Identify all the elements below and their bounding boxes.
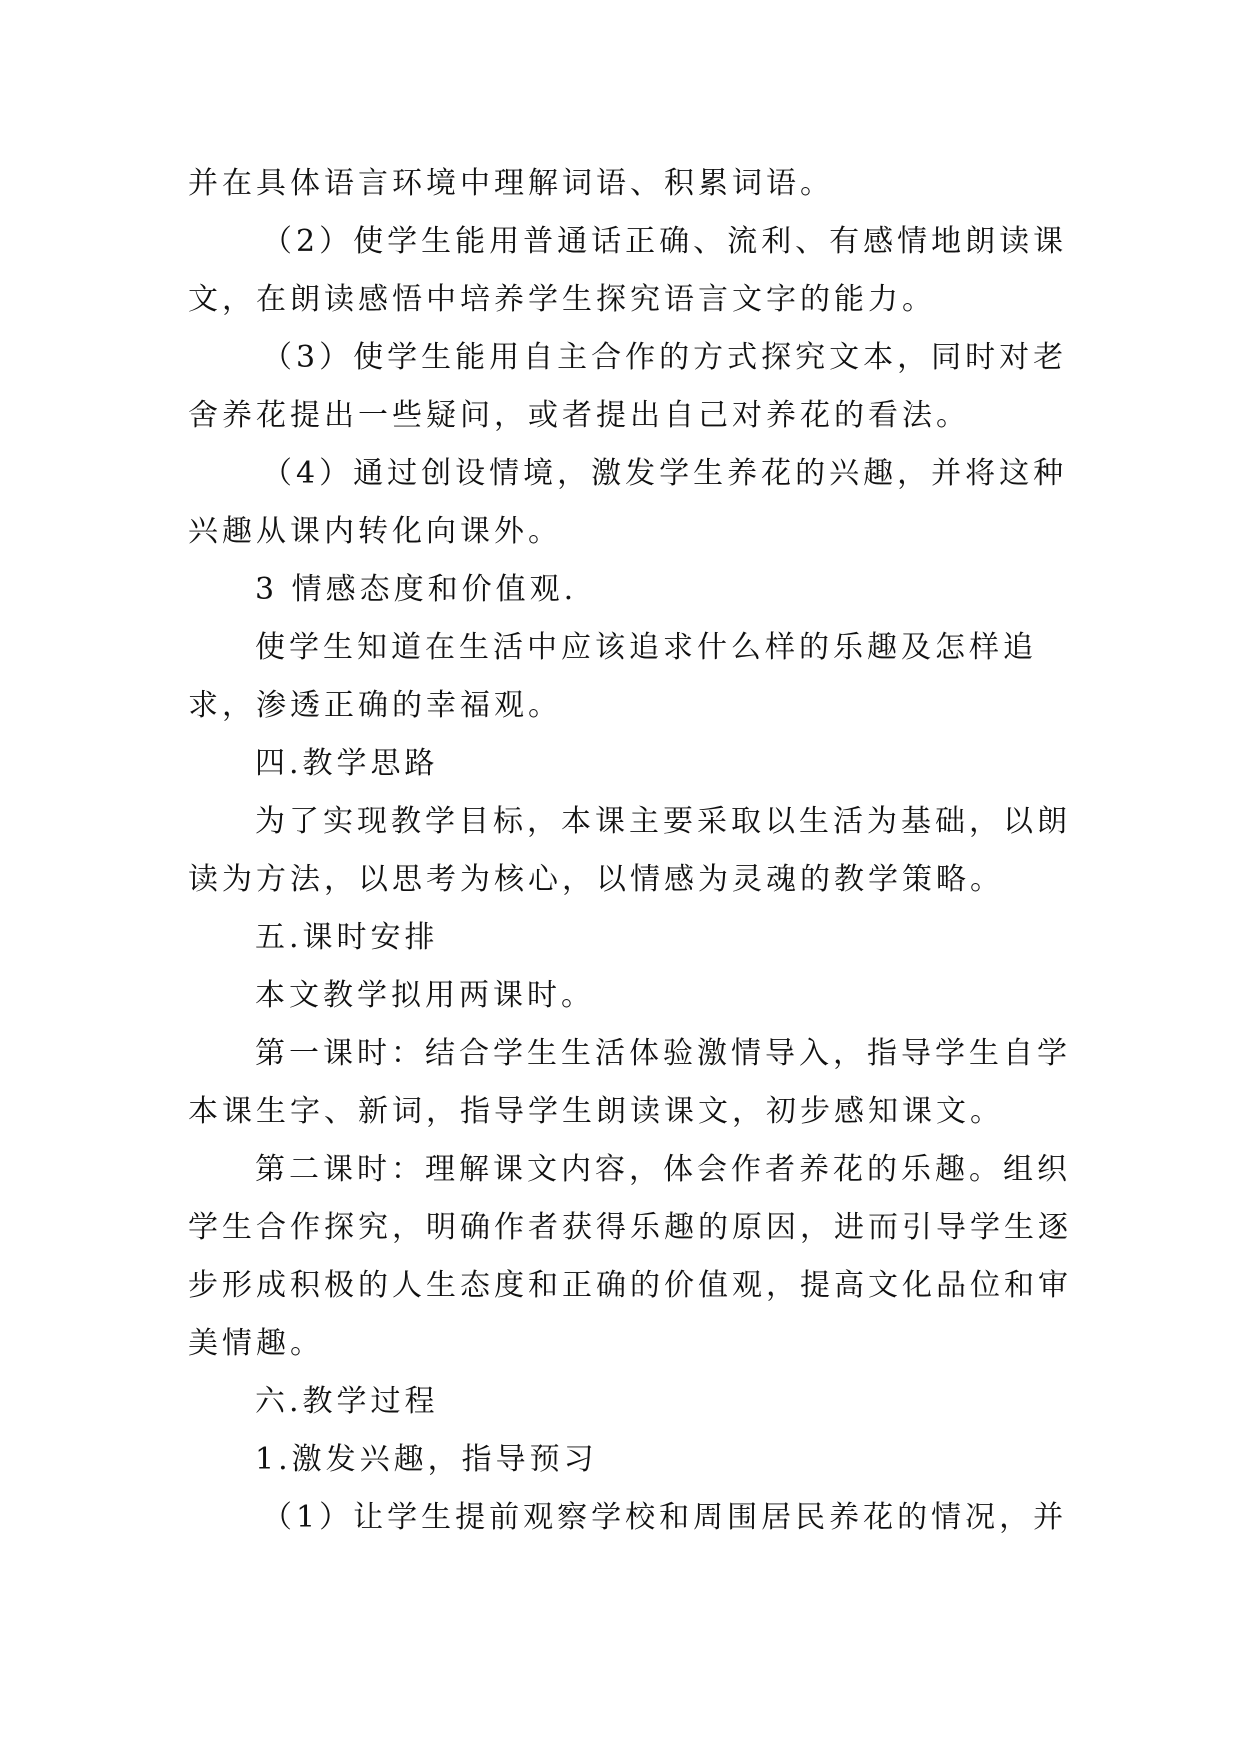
text-line: 使学生知道在生活中应该追求什么样的乐趣及怎样追 bbox=[255, 630, 1037, 665]
text-line: 本课生字、新词，指导学生朗读课文，初步感知课文。 bbox=[188, 1094, 1004, 1129]
subsection-heading: 1.激发兴趣，指导预习 bbox=[255, 1442, 598, 1477]
text-line: 兴趣从课内转化向课外。 bbox=[188, 514, 562, 549]
text-line: 并在具体语言环境中理解词语、积累词语。 bbox=[188, 166, 834, 201]
text-line: 读为方法，以思考为核心，以情感为灵魂的教学策略。 bbox=[188, 862, 1004, 897]
text-line: 文，在朗读感悟中培养学生探究语言文字的能力。 bbox=[188, 282, 936, 317]
section-heading: 3 情感态度和价值观. bbox=[255, 572, 578, 607]
text-line: （2）使学生能用普通话正确、流利、有感情地朗读课 bbox=[262, 224, 1068, 259]
text-line: 本文教学拟用两课时。 bbox=[255, 978, 595, 1013]
text-line: 第二课时：理解课文内容，体会作者养花的乐趣。组织 bbox=[255, 1152, 1071, 1187]
text-line: 步形成积极的人生态度和正确的价值观，提高文化品位和审 bbox=[188, 1268, 1072, 1303]
text-line: 求，渗透正确的幸福观。 bbox=[188, 688, 562, 723]
text-line: （1）让学生提前观察学校和周围居民养花的情况，并 bbox=[262, 1500, 1068, 1535]
text-line: （4）通过创设情境，激发学生养花的兴趣，并将这种 bbox=[262, 456, 1068, 491]
text-line: 学生合作探究，明确作者获得乐趣的原因，进而引导学生逐 bbox=[188, 1210, 1072, 1245]
text-line: （3）使学生能用自主合作的方式探究文本，同时对老 bbox=[262, 340, 1068, 375]
section-heading: 四.教学思路 bbox=[255, 746, 439, 781]
section-heading: 六.教学过程 bbox=[255, 1384, 439, 1419]
text-line: 为了实现教学目标，本课主要采取以生活为基础，以朗 bbox=[255, 804, 1071, 839]
text-line: 美情趣。 bbox=[188, 1326, 324, 1361]
section-heading: 五.课时安排 bbox=[255, 920, 439, 955]
text-line: 第一课时：结合学生生活体验激情导入，指导学生自学 bbox=[255, 1036, 1071, 1071]
text-line: 舍养花提出一些疑问，或者提出自己对养花的看法。 bbox=[188, 398, 970, 433]
